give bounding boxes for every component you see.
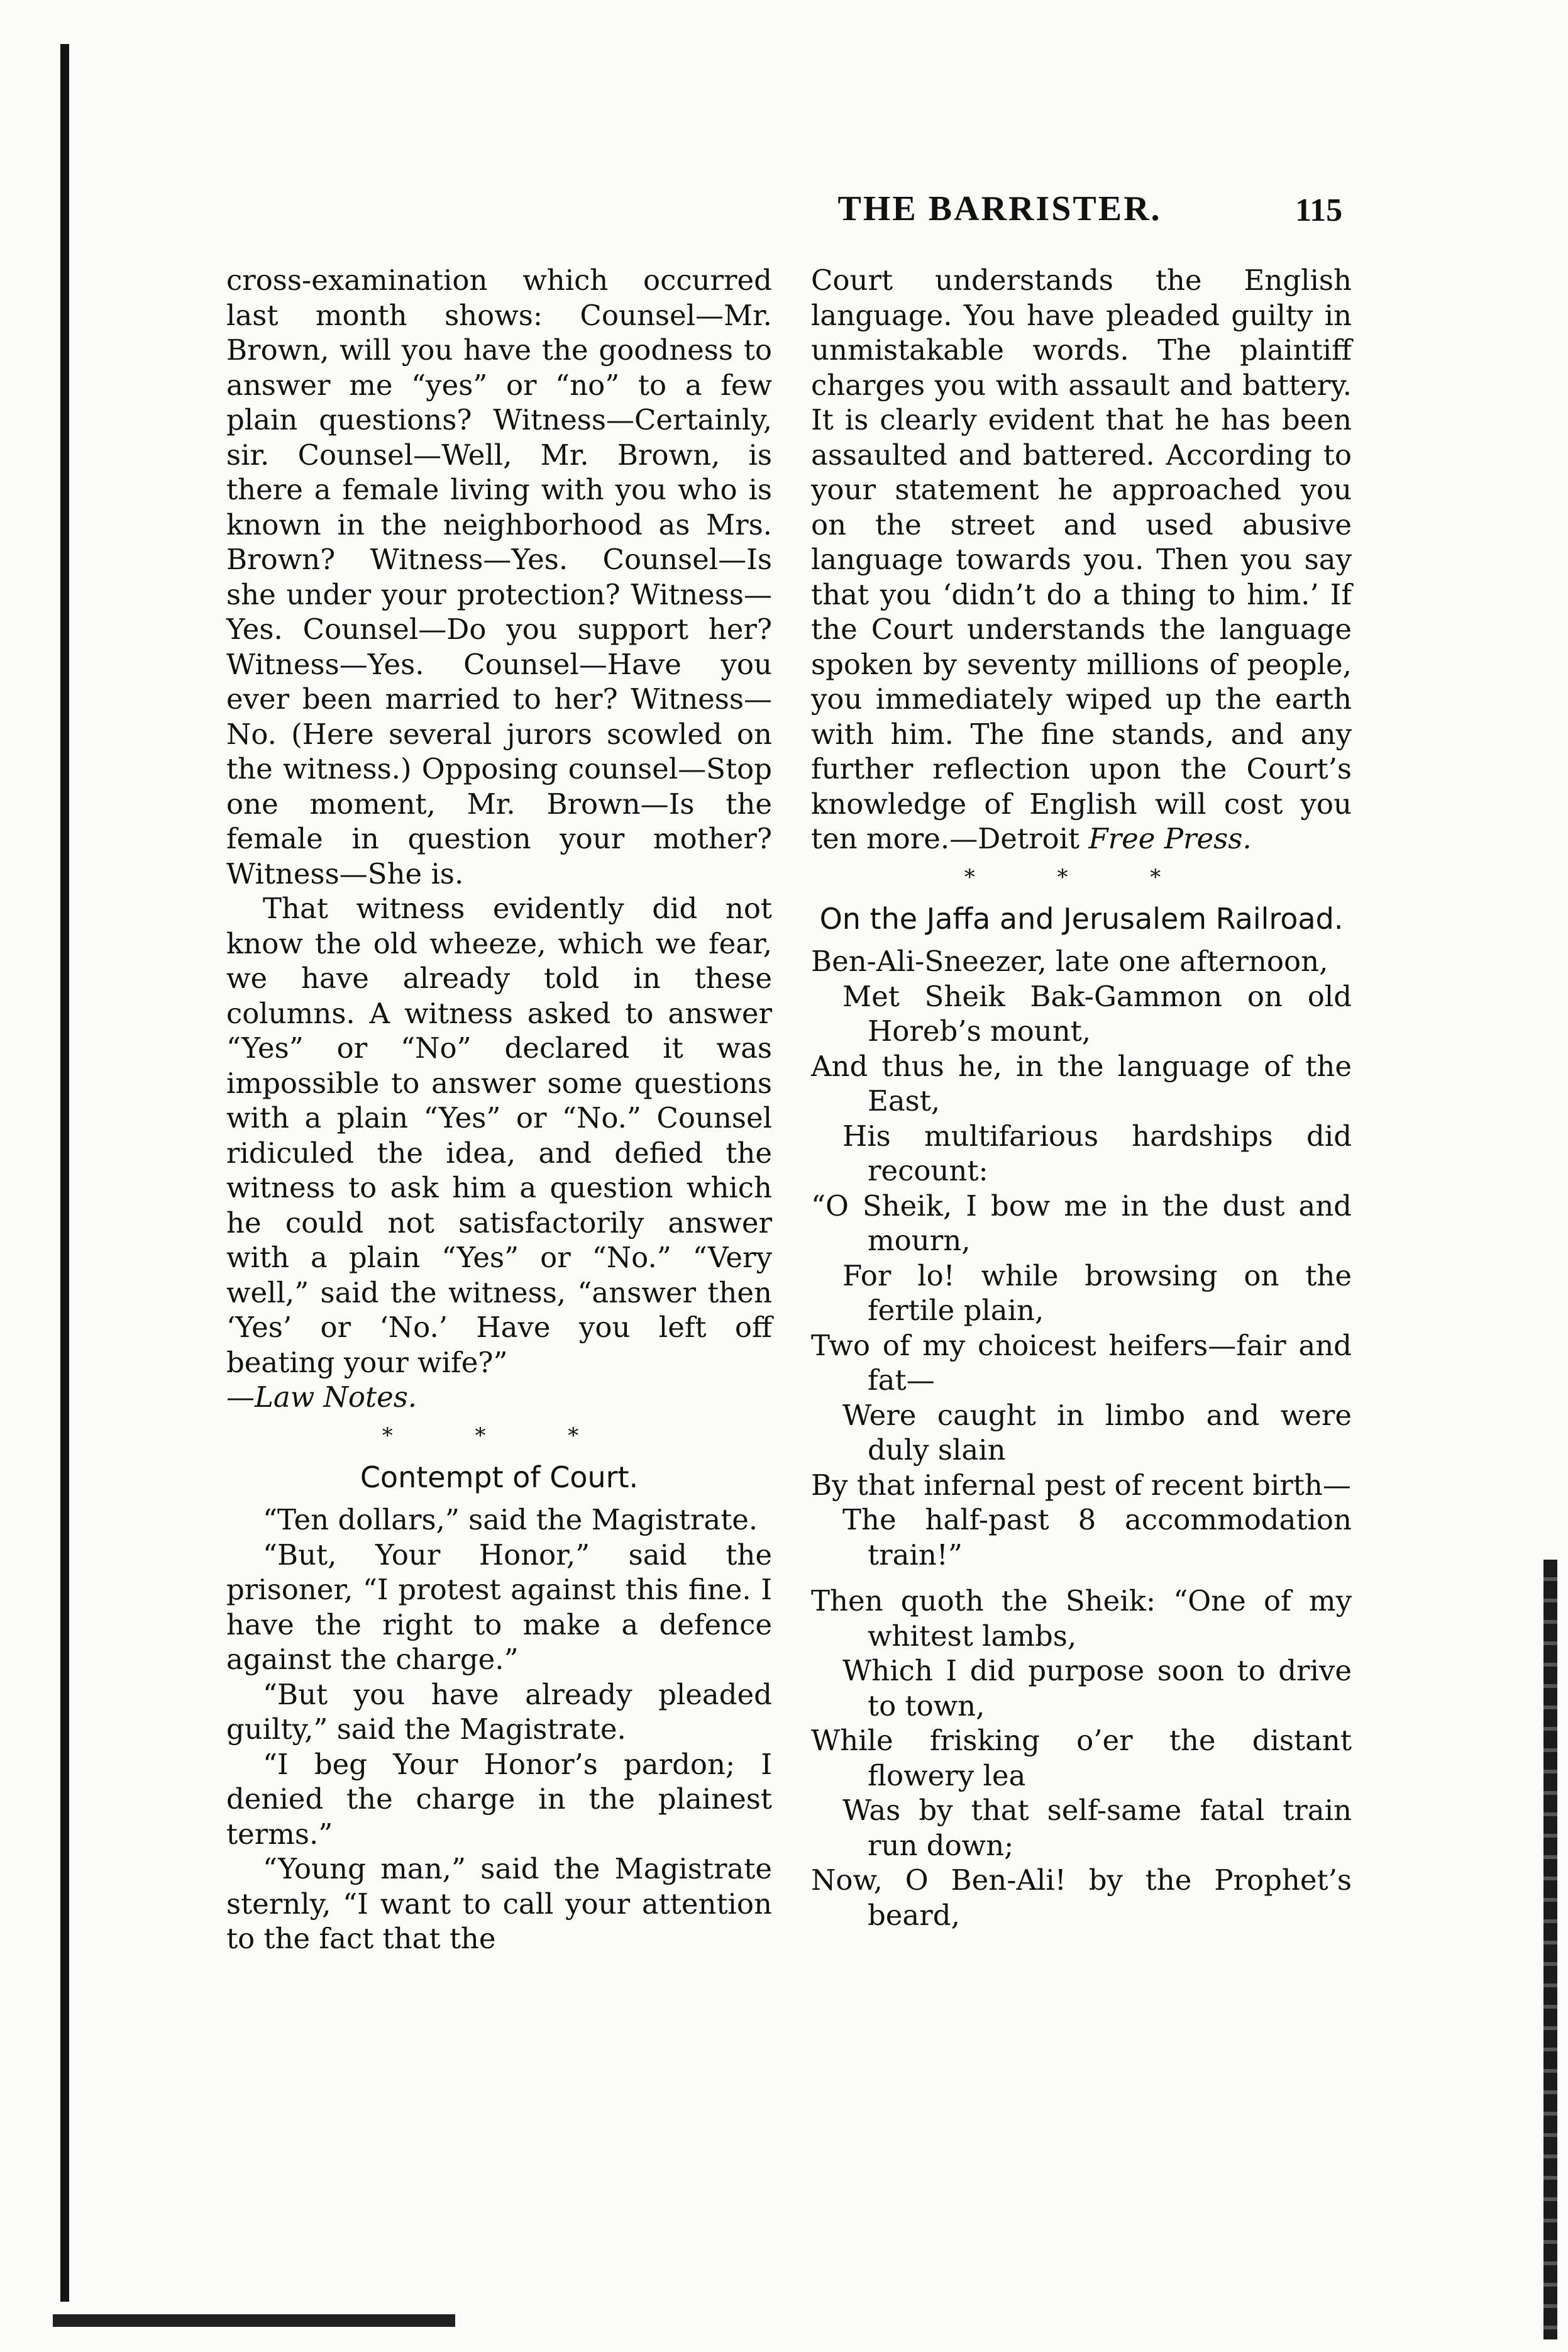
poem-line: His multifarious hardships did recount: xyxy=(842,1119,1352,1187)
paragraph: “But you have already pleaded guilty,” said the Magistrate. xyxy=(226,1677,772,1746)
poem-line: Now, O Ben-Ali! by the Prophet’s beard, xyxy=(811,1863,1352,1932)
paragraph-text: That witness evidently did not know the old wheeze, which we fear, we have already told in these columns. A witness asked to answer “Yes” or “No” declared it was impossible to answer some questions with a plain “Yes” or “No.” Counsel ridiculed the idea, and defied the witness to ask him a question which he could not satisfactorily answer with a plain “Yes” or “No.” “Very well,” said the witness, “answer then ‘Yes’ or ‘No.’ Have you left off beating your wife?” xyxy=(226,892,772,1379)
paragraph: “Ten dollars,” said the Magistrate. xyxy=(263,1503,758,1536)
poem-line: Were caught in limbo and were duly slain xyxy=(842,1398,1352,1467)
scan-right-edge xyxy=(1543,1560,1557,2339)
paragraph-text: Court understands the English language. You have pleaded guilty in unmistakable words. The plaintiff charges you with assault and battery. It is clearly evident that he has been assaulted and battered. According to your statement he approached you on the street and used abusive language towards you. Then you say that you ‘didn’t do a thing to him.’ If the Court understands the language spoken by seventy millions of people, you immediately wiped up the earth with him. The fine stands, and any further reflection upon the Court’s knowledge of English will cost you ten more.—Detroit xyxy=(811,263,1352,855)
poem-line: And thus he, in the language of the East, xyxy=(811,1049,1352,1118)
poem-line: Then quoth the Sheik: “One of my whitest lambs, xyxy=(811,1584,1352,1653)
poem-line: “O Sheik, I bow me in the dust and mourn, xyxy=(811,1189,1352,1257)
article-heading: On the Jaffa and Jerusalem Railroad. xyxy=(819,902,1344,936)
poem-line: The half-past 8 accommodation train!” xyxy=(842,1503,1352,1572)
poem-line: Met Sheik Bak-Gammon on old Horeb’s mount, xyxy=(842,979,1352,1048)
article-heading: Contempt of Court. xyxy=(360,1460,639,1494)
scan-bottom-edge xyxy=(53,2314,455,2327)
page-number: 115 xyxy=(1295,192,1343,228)
scan-left-edge xyxy=(60,44,69,2302)
section-divider: * * * xyxy=(964,864,1199,890)
source-credit: —Law Notes. xyxy=(226,1380,417,1414)
paragraph xyxy=(811,263,1352,857)
paragraph: cross-examination which occurred last month shows: Counsel—Mr. Brown, will you have the goodness to answer me “yes” or “no” to a few plain questions? Witness—Certainly, sir. Counsel—Well, Mr. Brown, is there a female living with you who is known in the neighborhood as Mrs. Brown? Witness—Yes. Counsel—Is she under your protection? Witness—Yes. Counsel—Do you support her? Witness—Yes. Counsel—Have you ever been married to her? Witness—No. (Here several jurors scowled on the witness.) Opposing counsel—Stop one moment, Mr. Brown—Is the female in question your mother? Witness—She is. xyxy=(226,263,772,890)
paragraph xyxy=(226,891,772,1415)
running-head: THE BARRISTER. xyxy=(837,189,1162,228)
paragraph: “Young man,” said the Magistrate sternly, “I want to call your attention to the fact that the xyxy=(226,1852,772,1955)
poem-line: For lo! while browsing on the fertile plain, xyxy=(842,1258,1352,1327)
paragraph: “I beg Your Honor’s pardon; I denied the charge in the plainest terms.” xyxy=(226,1747,772,1851)
poem-line: Which I did purpose soon to drive to town, xyxy=(842,1654,1352,1722)
left-column xyxy=(226,263,772,1956)
right-column xyxy=(811,263,1352,1933)
paragraph: “But, Your Honor,” said the prisoner, “I protest against this fine. I have the right to make a defence against the charge.” xyxy=(226,1538,772,1676)
poem-line: While frisking o’er the distant flowery lea xyxy=(811,1724,1352,1792)
poem-line: Two of my choicest heifers—fair and fat— xyxy=(811,1328,1352,1397)
poem-line: By that infernal pest of recent birth— xyxy=(811,1468,1351,1502)
poem-line: Was by that self-same fatal train run down; xyxy=(842,1794,1352,1862)
poem xyxy=(811,944,1352,1933)
poem-line: Ben-Ali-Sneezer, late one afternoon, xyxy=(811,945,1328,978)
source-credit: Free Press. xyxy=(1088,822,1252,855)
section-divider: * * * xyxy=(382,1423,617,1448)
